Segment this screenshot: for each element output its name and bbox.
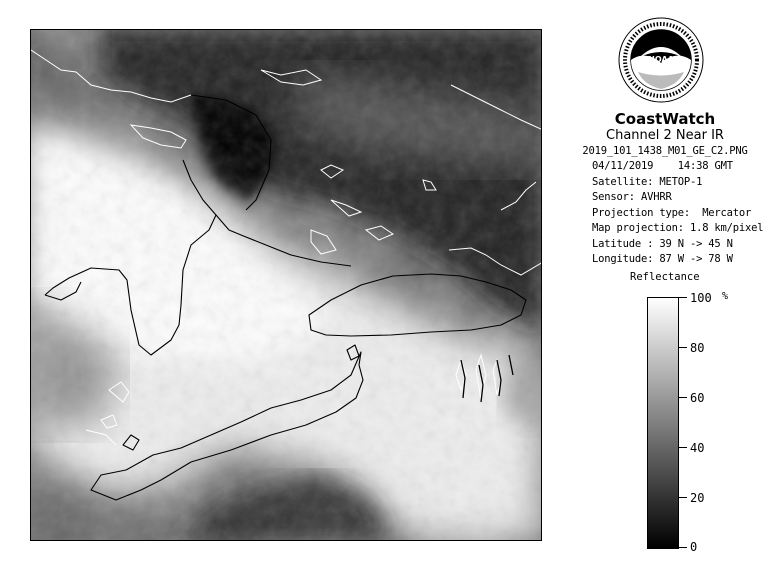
colorbar-tick-label: 0 bbox=[690, 540, 698, 554]
reflectance-colorbar bbox=[647, 297, 679, 549]
projection-type-line: Projection type: Mercator bbox=[592, 206, 752, 219]
colorbar-tick-label: 100 bbox=[690, 291, 712, 305]
colorbar-tick bbox=[679, 447, 687, 448]
colorbar-tick bbox=[679, 347, 687, 348]
date-value: 04/11/2019 bbox=[592, 160, 654, 172]
colorbar-tick bbox=[679, 497, 687, 498]
colorbar-tick-label: 80 bbox=[690, 341, 705, 355]
legend-title: Reflectance bbox=[630, 271, 700, 283]
colorbar-tick bbox=[679, 397, 687, 398]
map-projection-line: Map projection: 1.8 km/pixel bbox=[592, 222, 764, 234]
colorbar-tick-label: 40 bbox=[690, 441, 705, 455]
satellite-line: Satellite: METOP-1 bbox=[592, 175, 703, 188]
satellite-image bbox=[31, 30, 542, 541]
latitude-line: Latitude : 39 N -> 45 N bbox=[592, 237, 733, 250]
image-info-panel bbox=[550, 110, 780, 268]
legend-unit: % bbox=[722, 291, 729, 302]
filename-label: 2019_101_1438_M01_GE_C2.PNG bbox=[582, 145, 748, 157]
noaa-logo-text: NOAA bbox=[648, 55, 674, 64]
channel-label: Channel 2 Near IR bbox=[606, 128, 724, 143]
time-value: 14:38 GMT bbox=[677, 160, 733, 172]
sensor-line: Sensor: AVHRR bbox=[592, 191, 672, 203]
longitude-line: Longitude: 87 W -> 78 W bbox=[592, 253, 733, 265]
noaa-logo-icon bbox=[618, 17, 704, 103]
colorbar-tick-label: 20 bbox=[690, 491, 705, 505]
colorbar-tick-label: 60 bbox=[690, 391, 705, 405]
datetime-line bbox=[550, 159, 780, 175]
colorbar-tick bbox=[679, 547, 687, 548]
satellite-image-panel bbox=[30, 29, 542, 541]
colorbar-tick bbox=[679, 297, 687, 298]
product-title: CoastWatch bbox=[614, 110, 716, 128]
